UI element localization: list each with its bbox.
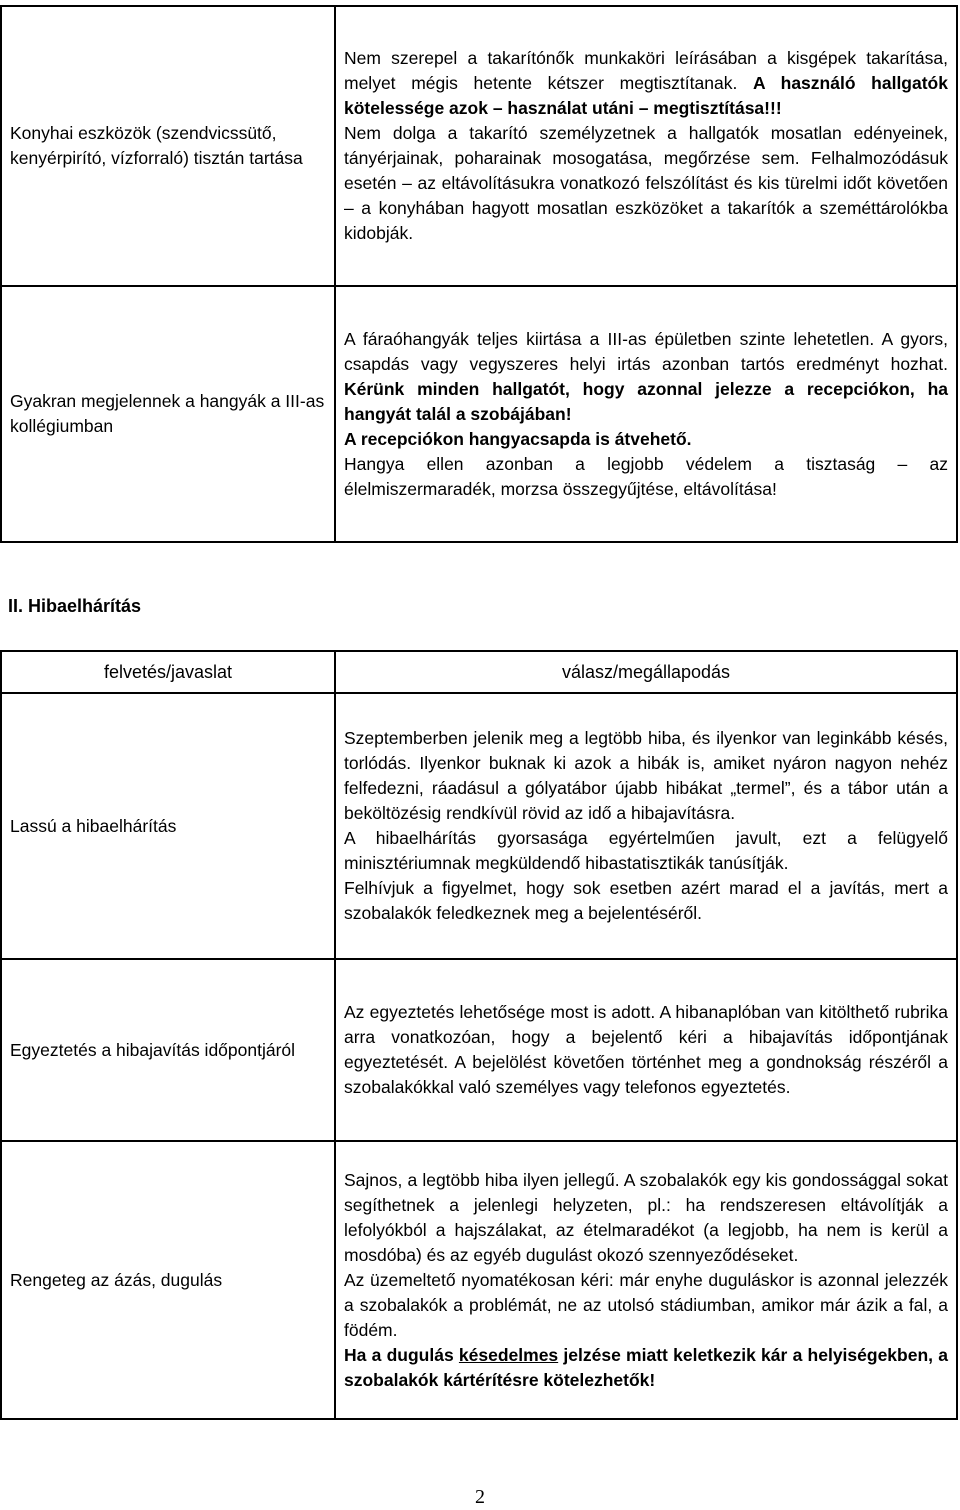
- answer-cell: [335, 286, 957, 542]
- text: Ha a dugulás: [344, 1344, 459, 1365]
- table-row: [1, 693, 957, 959]
- text: Felhalmozódásuk esetén – az eltávolításukra vonatkozó felszólítást és kis türelmi időt követően – a konyhában hagyott mosatlan eszközöket a takarítók a szeméttárolókba kidobják.: [344, 148, 948, 243]
- table-row: [1, 286, 957, 542]
- table-row: [1, 1141, 957, 1419]
- topic-cell: Rengeteg az ázás, dugulás: [1, 1141, 335, 1419]
- paragraph: [344, 1343, 948, 1393]
- paragraph: Hangya ellen azonban a legjobb védelem a tisztaság – az élelmiszermaradék, morzsa összegyűjtése, eltávolítása!: [344, 453, 948, 499]
- topic-cell: Lassú a hibaelhárítás: [1, 693, 335, 959]
- text: Nem dolga a takarító személyzetnek a hallgatók mosatlan edényeinek, tányérjainak, poharainak mosogatása, megőrzése sem.: [344, 123, 948, 168]
- paragraph: Felhívjuk a figyelmet, hogy sok esetben azért marad el a javítás, mert a szobalakók feledkeznek meg a bejelentéséről.: [344, 878, 948, 923]
- paragraph: Sajnos, a legtöbb hiba ilyen jellegű. A szobalakók egy kis gondossággal sokat segíthetnek a jelenlegi helyzeten, pl.: ha rendszeresen eltávolítják a lefolyókból a hajszálakat, az ételmaradékot (a legjobb, ha nem is kerül a mosdóba) és az egyéb dugulást okozó szennyeződéseket.: [344, 1169, 948, 1265]
- answer-cell: [335, 959, 957, 1141]
- text: A fáraóhangyák teljes kiirtása a III-as épületben szinte lehetetlen. A gyors, csapdás vagy vegyszeres helyi irtás azonban tartós eredményt hozhat.: [344, 328, 948, 374]
- section-title: II. Hibaelhárítás: [8, 596, 142, 616]
- topic-cell: Egyeztetés a hibajavítás időpontjáról: [1, 959, 335, 1141]
- paragraph: [344, 121, 948, 246]
- underlined-text: késedelmes: [458, 1344, 559, 1365]
- answer-cell: [335, 6, 957, 286]
- paragraph: A recepciókon hangyacsapda is átvehető.: [344, 428, 692, 449]
- paragraph: Az üzemeltető nyomatékosan kéri: már enyhe duguláskor is azonnal jelezzék a szobalakók a problémát, ne az utolsó stádiumban, amikor már ázik a fal, a födém.: [344, 1269, 948, 1340]
- column-header: válasz/megállapodás: [335, 651, 957, 693]
- paragraph: [344, 327, 948, 427]
- paragraph: A hibaelhárítás gyorsasága egyértelműen javult, ezt a felügyelő minisztériumnak megküldendő hibastatisztikák tanúsítják.: [344, 828, 948, 873]
- topic-cell: Gyakran megjelennek a hangyák a III-as kollégiumban: [1, 286, 335, 542]
- table-row: [1, 6, 957, 286]
- text: Nem szerepel a takarítónők munkaköri leírásában a kisgépek takarítása, melyet mégis hetente kétszer megtisztítanak.: [344, 48, 948, 93]
- text: jelzése miatt keletkezik kár a helyiségekben, a szobalakók kártérítésre kötelezhetők!: [344, 1344, 948, 1390]
- table-row: [1, 959, 957, 1141]
- page-number: 2: [475, 1486, 485, 1508]
- topic-cell: Konyhai eszközök (szendvicssütő, kenyérpirító, vízforraló) tisztán tartása: [1, 6, 335, 286]
- answer-cell: [335, 1141, 957, 1419]
- paragraph: Szeptemberben jelenik meg a legtöbb hiba, és ilyenkor van leginkább késés, torlódás. Ilyenkor buknak ki azok a hibák is, amiket nyáron nagyon nehéz felfedezni, ráadásul a gólyatábor újabb hibákat „termel”, és a tábor után a beköltözésig rendkívül rövid az idő a hibajavításra.: [344, 728, 948, 823]
- bold-text: Kérünk minden hallgatót, hogy azonnal jelezze a recepciókon, ha hangyát talál a szobájában!: [344, 378, 948, 424]
- table-header-row: [1, 651, 957, 693]
- troubleshooting-table: [0, 650, 958, 1420]
- paragraph: Az egyeztetés lehetősége most is adott. A hibanaplóban van kitölthető rubrika arra vonatkozóan, hogy a bejelentő kéri a hibajavítás időpontjának egyeztetését. A bejelölést követően történhet meg a gondnokság részéről a szobalakókkal való személyes vagy telefonos egyeztetés.: [344, 1002, 948, 1097]
- column-header: felvetés/javaslat: [1, 651, 335, 693]
- info-table: [0, 5, 958, 543]
- bold-text: A használó hallgatók kötelessége azok – használat utáni – megtisztítása!!!: [344, 73, 948, 118]
- paragraph: [344, 46, 948, 121]
- answer-cell: [335, 693, 957, 959]
